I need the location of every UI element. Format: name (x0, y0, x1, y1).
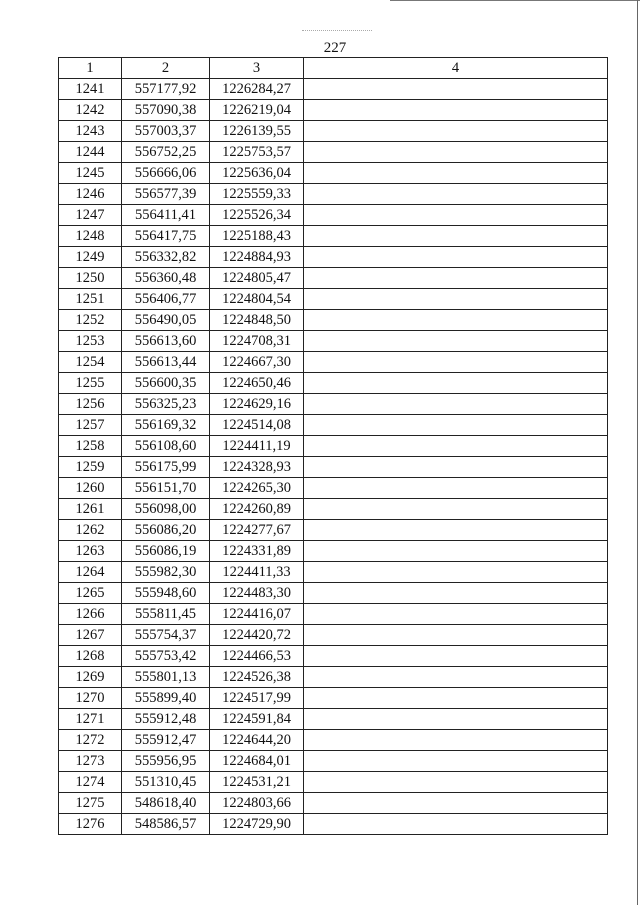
cell-y-coordinate: 1224644,20 (210, 730, 304, 751)
cell-x-coordinate: 551310,45 (122, 772, 210, 793)
cell-notes (304, 646, 608, 667)
table-row (59, 436, 608, 457)
table-row (59, 772, 608, 793)
table-row (59, 163, 608, 184)
cell-point-number: 1256 (59, 394, 122, 415)
cell-x-coordinate: 556175,99 (122, 457, 210, 478)
cell-notes (304, 352, 608, 373)
cell-x-coordinate: 557090,38 (122, 100, 210, 121)
cell-notes (304, 520, 608, 541)
table-row (59, 709, 608, 730)
table-row (59, 583, 608, 604)
cell-y-coordinate: 1225188,43 (210, 226, 304, 247)
table-row (59, 478, 608, 499)
cell-point-number: 1259 (59, 457, 122, 478)
cell-point-number: 1243 (59, 121, 122, 142)
cell-y-coordinate: 1225526,34 (210, 205, 304, 226)
cell-point-number: 1249 (59, 247, 122, 268)
table-row (59, 604, 608, 625)
cell-point-number: 1273 (59, 751, 122, 772)
cell-notes (304, 289, 608, 310)
table-row (59, 562, 608, 583)
cell-x-coordinate: 556108,60 (122, 436, 210, 457)
cell-point-number: 1274 (59, 772, 122, 793)
table-header-row (59, 58, 608, 79)
cell-notes (304, 415, 608, 436)
table-row (59, 142, 608, 163)
cell-notes (304, 688, 608, 709)
cell-x-coordinate: 556098,00 (122, 499, 210, 520)
table-row (59, 520, 608, 541)
cell-x-coordinate: 556406,77 (122, 289, 210, 310)
cell-x-coordinate: 555811,45 (122, 604, 210, 625)
cell-y-coordinate: 1224526,38 (210, 667, 304, 688)
cell-y-coordinate: 1224411,19 (210, 436, 304, 457)
cell-y-coordinate: 1224629,16 (210, 394, 304, 415)
table-row (59, 289, 608, 310)
cell-y-coordinate: 1224331,89 (210, 541, 304, 562)
table-row (59, 730, 608, 751)
cell-notes (304, 583, 608, 604)
table-row (59, 499, 608, 520)
cell-notes (304, 205, 608, 226)
cell-notes (304, 373, 608, 394)
cell-x-coordinate: 557177,92 (122, 79, 210, 100)
cell-notes (304, 667, 608, 688)
table-row (59, 247, 608, 268)
table-row (59, 121, 608, 142)
cell-notes (304, 499, 608, 520)
cell-point-number: 1246 (59, 184, 122, 205)
cell-notes (304, 457, 608, 478)
table-row (59, 667, 608, 688)
cell-notes (304, 100, 608, 121)
cell-point-number: 1262 (59, 520, 122, 541)
cell-x-coordinate: 555912,48 (122, 709, 210, 730)
cell-y-coordinate: 1224848,50 (210, 310, 304, 331)
table-row (59, 457, 608, 478)
cell-x-coordinate: 555956,95 (122, 751, 210, 772)
cell-point-number: 1269 (59, 667, 122, 688)
table-row (59, 310, 608, 331)
column-header-notes: 4 (304, 58, 608, 79)
cell-notes (304, 331, 608, 352)
cell-x-coordinate: 556577,39 (122, 184, 210, 205)
cell-x-coordinate: 555801,13 (122, 667, 210, 688)
scan-edge-top (390, 0, 640, 1)
cell-notes (304, 604, 608, 625)
cell-x-coordinate: 555948,60 (122, 583, 210, 604)
cell-point-number: 1248 (59, 226, 122, 247)
table-row (59, 79, 608, 100)
cell-notes (304, 751, 608, 772)
table-row (59, 688, 608, 709)
cell-point-number: 1266 (59, 604, 122, 625)
cell-x-coordinate: 556600,35 (122, 373, 210, 394)
cell-x-coordinate: 556086,20 (122, 520, 210, 541)
table-row (59, 352, 608, 373)
cell-x-coordinate: 555982,30 (122, 562, 210, 583)
cell-x-coordinate: 556490,05 (122, 310, 210, 331)
cell-y-coordinate: 1224531,21 (210, 772, 304, 793)
cell-notes (304, 793, 608, 814)
column-header-point: 1 (59, 58, 122, 79)
cell-point-number: 1271 (59, 709, 122, 730)
cell-notes (304, 247, 608, 268)
scan-edge-right (637, 0, 638, 905)
cell-notes (304, 121, 608, 142)
cell-point-number: 1257 (59, 415, 122, 436)
cell-point-number: 1265 (59, 583, 122, 604)
page-number: 227 (323, 40, 347, 56)
cell-x-coordinate: 557003,37 (122, 121, 210, 142)
cell-point-number: 1263 (59, 541, 122, 562)
cell-notes (304, 79, 608, 100)
cell-point-number: 1267 (59, 625, 122, 646)
cell-y-coordinate: 1225753,57 (210, 142, 304, 163)
cell-x-coordinate: 556332,82 (122, 247, 210, 268)
table-row (59, 394, 608, 415)
cell-x-coordinate: 556613,60 (122, 331, 210, 352)
cell-y-coordinate: 1226284,27 (210, 79, 304, 100)
table-row (59, 751, 608, 772)
cell-point-number: 1254 (59, 352, 122, 373)
cell-y-coordinate: 1224265,30 (210, 478, 304, 499)
cell-point-number: 1252 (59, 310, 122, 331)
cell-y-coordinate: 1225636,04 (210, 163, 304, 184)
cell-y-coordinate: 1224517,99 (210, 688, 304, 709)
cell-notes (304, 226, 608, 247)
table-row (59, 373, 608, 394)
cell-x-coordinate: 556169,32 (122, 415, 210, 436)
cell-x-coordinate: 555912,47 (122, 730, 210, 751)
cell-notes (304, 625, 608, 646)
cell-notes (304, 142, 608, 163)
scan-mark (302, 30, 372, 31)
cell-notes (304, 478, 608, 499)
cell-y-coordinate: 1224466,53 (210, 646, 304, 667)
cell-x-coordinate: 556411,41 (122, 205, 210, 226)
cell-notes (304, 184, 608, 205)
cell-y-coordinate: 1226219,04 (210, 100, 304, 121)
cell-y-coordinate: 1224420,72 (210, 625, 304, 646)
cell-point-number: 1247 (59, 205, 122, 226)
table-row (59, 268, 608, 289)
cell-notes (304, 268, 608, 289)
cell-point-number: 1258 (59, 436, 122, 457)
coordinates-table (58, 57, 608, 835)
cell-point-number: 1241 (59, 79, 122, 100)
cell-y-coordinate: 1224684,01 (210, 751, 304, 772)
cell-x-coordinate: 555754,37 (122, 625, 210, 646)
cell-notes (304, 310, 608, 331)
cell-point-number: 1250 (59, 268, 122, 289)
table-body (59, 79, 608, 835)
cell-x-coordinate: 555753,42 (122, 646, 210, 667)
cell-notes (304, 772, 608, 793)
cell-y-coordinate: 1224729,90 (210, 814, 304, 835)
table-row (59, 226, 608, 247)
cell-x-coordinate: 548586,57 (122, 814, 210, 835)
cell-point-number: 1264 (59, 562, 122, 583)
cell-point-number: 1255 (59, 373, 122, 394)
cell-x-coordinate: 556086,19 (122, 541, 210, 562)
cell-point-number: 1268 (59, 646, 122, 667)
cell-notes (304, 163, 608, 184)
cell-point-number: 1261 (59, 499, 122, 520)
cell-x-coordinate: 548618,40 (122, 793, 210, 814)
cell-notes (304, 436, 608, 457)
cell-y-coordinate: 1224328,93 (210, 457, 304, 478)
table-row (59, 184, 608, 205)
cell-y-coordinate: 1224803,66 (210, 793, 304, 814)
cell-x-coordinate: 556752,25 (122, 142, 210, 163)
cell-y-coordinate: 1224884,93 (210, 247, 304, 268)
cell-x-coordinate: 556666,06 (122, 163, 210, 184)
cell-x-coordinate: 556613,44 (122, 352, 210, 373)
cell-notes (304, 730, 608, 751)
cell-point-number: 1244 (59, 142, 122, 163)
table-row (59, 331, 608, 352)
cell-x-coordinate: 556151,70 (122, 478, 210, 499)
cell-point-number: 1251 (59, 289, 122, 310)
table-row (59, 793, 608, 814)
cell-notes (304, 709, 608, 730)
column-header-y: 3 (210, 58, 304, 79)
cell-x-coordinate: 556417,75 (122, 226, 210, 247)
cell-point-number: 1242 (59, 100, 122, 121)
cell-y-coordinate: 1224277,67 (210, 520, 304, 541)
cell-x-coordinate: 555899,40 (122, 688, 210, 709)
cell-y-coordinate: 1224708,31 (210, 331, 304, 352)
cell-notes (304, 814, 608, 835)
table-row (59, 415, 608, 436)
cell-y-coordinate: 1224514,08 (210, 415, 304, 436)
cell-y-coordinate: 1224805,47 (210, 268, 304, 289)
cell-y-coordinate: 1224591,84 (210, 709, 304, 730)
cell-x-coordinate: 556360,48 (122, 268, 210, 289)
cell-y-coordinate: 1224483,30 (210, 583, 304, 604)
table-row (59, 100, 608, 121)
table-row (59, 541, 608, 562)
cell-y-coordinate: 1224411,33 (210, 562, 304, 583)
cell-notes (304, 562, 608, 583)
cell-y-coordinate: 1225559,33 (210, 184, 304, 205)
table-row (59, 814, 608, 835)
cell-x-coordinate: 556325,23 (122, 394, 210, 415)
cell-y-coordinate: 1226139,55 (210, 121, 304, 142)
table-row (59, 625, 608, 646)
table-row (59, 646, 608, 667)
cell-y-coordinate: 1224667,30 (210, 352, 304, 373)
cell-point-number: 1272 (59, 730, 122, 751)
cell-point-number: 1245 (59, 163, 122, 184)
column-header-x: 2 (122, 58, 210, 79)
cell-point-number: 1260 (59, 478, 122, 499)
cell-y-coordinate: 1224260,89 (210, 499, 304, 520)
cell-notes (304, 394, 608, 415)
cell-point-number: 1275 (59, 793, 122, 814)
cell-point-number: 1253 (59, 331, 122, 352)
table-row (59, 205, 608, 226)
cell-notes (304, 541, 608, 562)
cell-y-coordinate: 1224804,54 (210, 289, 304, 310)
cell-y-coordinate: 1224416,07 (210, 604, 304, 625)
cell-point-number: 1270 (59, 688, 122, 709)
cell-point-number: 1276 (59, 814, 122, 835)
cell-y-coordinate: 1224650,46 (210, 373, 304, 394)
